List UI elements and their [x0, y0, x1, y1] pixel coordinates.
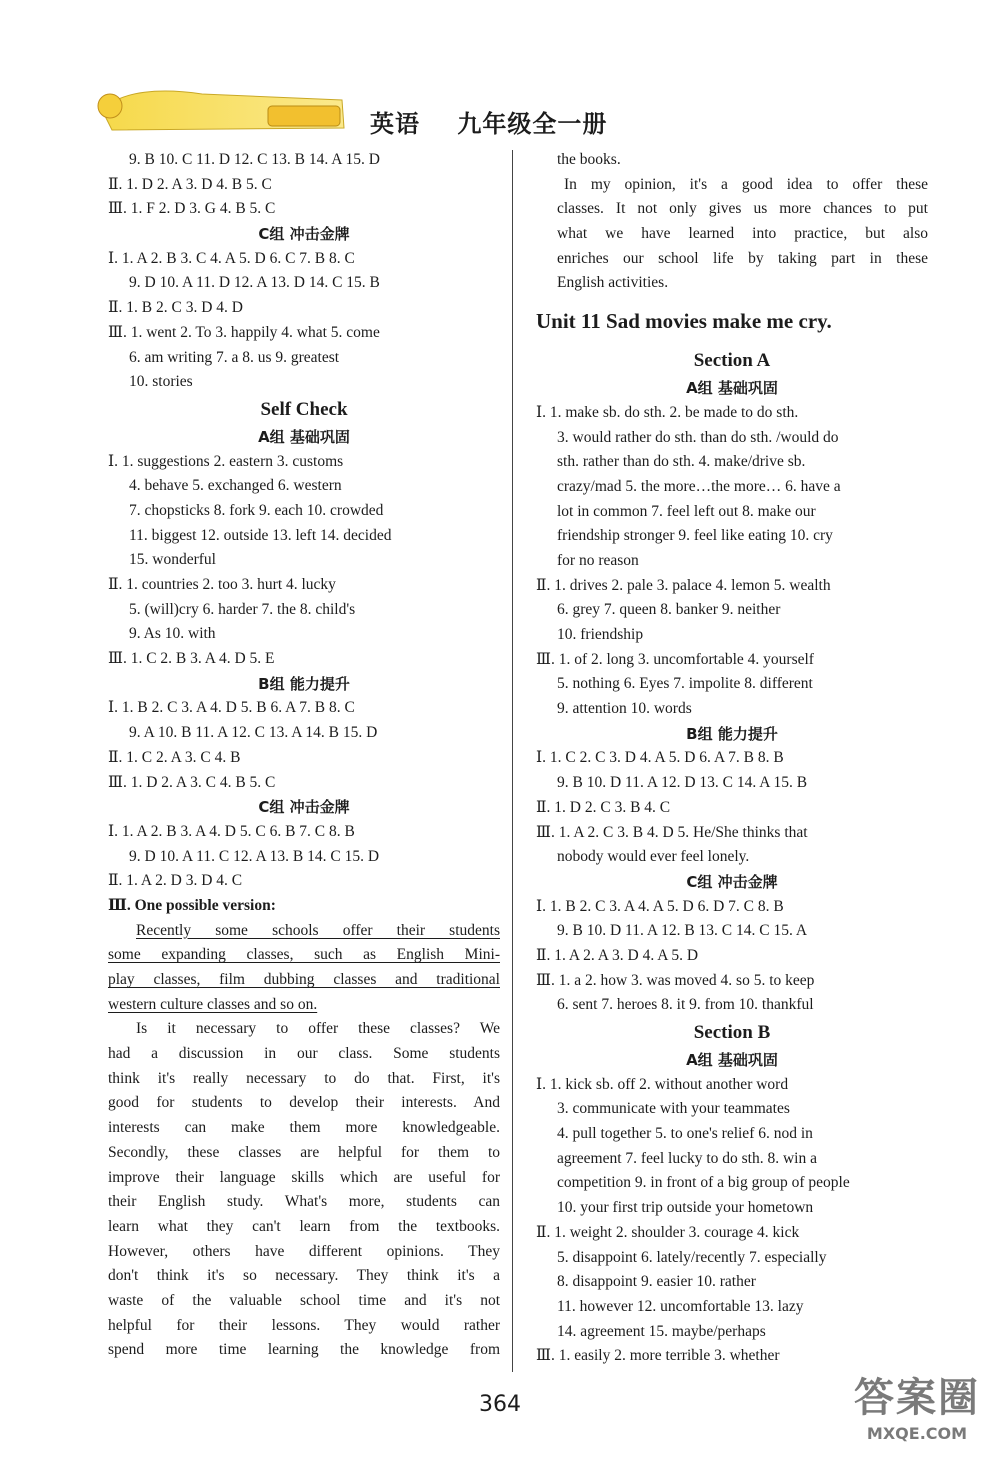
- answer-line: 4. pull together 5. to one's relief 6. nod in: [557, 1125, 813, 1143]
- answer-line: agreement 7. feel lucky to do sth. 8. win a: [557, 1149, 817, 1167]
- essay-line: play classes, film dubbing classes and traditional: [108, 971, 500, 988]
- answer-line: 9. D 10. A 11. D 12. A 13. D 14. C 15. B: [129, 274, 380, 292]
- answer-line: 11. biggest 12. outside 13. left 14. decided: [129, 526, 392, 544]
- answer-line: Ⅱ. 1. countries 2. too 3. hurt 4. lucky: [108, 576, 336, 593]
- answer-line: Ⅲ. 1. F 2. D 3. G 4. B 5. C: [108, 200, 276, 218]
- answer-line: Ⅱ. 1. C 2. A 3. C 4. B: [108, 748, 241, 766]
- answer-line: Ⅰ. 1. A 2. B 3. A 4. D 5. C 6. B 7. C 8. B: [108, 822, 355, 840]
- answer-line: Ⅱ. 1. D 2. A 3. D 4. B 5. C: [108, 175, 272, 193]
- answer-line: the books.: [557, 151, 621, 168]
- essay-line: don't think it's so necessary. They think it's a: [108, 1267, 500, 1285]
- answer-line: friendship stronger 9. feel like eating 10. cry: [557, 527, 833, 545]
- essay-line: had a discussion in our class. Some students: [108, 1045, 500, 1063]
- answer-line: 9. As 10. with: [129, 625, 216, 643]
- essay-line: enriches our school life by taking part in these: [557, 249, 928, 267]
- answer-line: 6. sent 7. heroes 8. it 9. from 10. thankful: [557, 996, 814, 1014]
- answer-line: Ⅲ. 1. easily 2. more terrible 3. whether: [536, 1347, 780, 1365]
- essay-line: Recently some schools offer their students: [136, 921, 500, 939]
- left-column: [108, 148, 500, 1363]
- answer-line: 4. behave 5. exchanged 6. western: [129, 477, 342, 495]
- answer-line: 7. chopsticks 8. fork 9. each 10. crowded: [129, 501, 384, 519]
- column-divider: [512, 150, 513, 1372]
- answer-line: English activities.: [557, 274, 669, 292]
- essay-line: some expanding classes, such as English Mini-: [108, 946, 500, 964]
- essay-line: interests can make them more knowledgeable.: [108, 1119, 500, 1137]
- watermark: [842, 1372, 992, 1458]
- answer-line: 5. (will)cry 6. harder 7. the 8. child's: [129, 600, 356, 618]
- answer-line: lot in common 7. feel left out 8. make our: [557, 502, 816, 520]
- essay-line: learn what they can't learn from the textbooks.: [108, 1217, 500, 1235]
- answer-line: 11. however 12. uncomfortable 13. lazy: [557, 1297, 804, 1315]
- answer-line: 3. communicate with your teammates: [557, 1100, 790, 1118]
- group-heading: A组 基础巩固: [686, 1051, 778, 1069]
- essay-line: helpful for their lessons. They would rather: [108, 1316, 500, 1334]
- section-heading: Section A: [693, 350, 771, 372]
- answer-line: Ⅲ. 1. a 2. how 3. was moved 4. so 5. to keep: [536, 971, 815, 989]
- right-column: [536, 148, 928, 1369]
- answer-line: 10. your first trip outside your hometown: [557, 1199, 814, 1217]
- answer-line: nobody would ever feel lonely.: [557, 848, 750, 866]
- answer-line: 3. would rather do sth. than do sth. /would do: [557, 428, 839, 446]
- essay-line: Is it necessary to offer these classes? We: [136, 1020, 500, 1038]
- essay-line: waste of the valuable school time and it's not: [108, 1291, 500, 1309]
- answer-line: Ⅰ. 1. B 2. C 3. A 4. D 5. B 6. A 7. B 8. C: [108, 699, 355, 717]
- answer-line: Ⅲ. 1. went 2. To 3. happily 4. what 5. come: [108, 323, 380, 341]
- answer-line: 8. disappoint 9. easier 10. rather: [557, 1273, 756, 1291]
- answer-line: Ⅲ. One possible version:: [108, 896, 276, 914]
- answer-line: 9. B 10. D 11. A 12. D 13. C 14. A 15. B: [557, 774, 808, 792]
- answer-line: Ⅱ. 1. weight 2. shoulder 3. courage 4. kick: [536, 1223, 800, 1241]
- answer-line: 10. friendship: [557, 626, 644, 643]
- answer-line: for no reason: [557, 551, 639, 569]
- answer-line: competition 9. in front of a big group of people: [557, 1174, 850, 1192]
- answer-line: Ⅲ. 1. D 2. A 3. C 4. B 5. C: [108, 773, 276, 791]
- logo-banner-icon: [92, 70, 352, 138]
- essay-line: good for students to develop their interests. And: [108, 1094, 500, 1112]
- answer-line: Ⅲ. 1. of 2. long 3. uncomfortable 4. yourself: [536, 650, 814, 668]
- essay-line: classes. It not only gives us more chances to put: [557, 200, 928, 218]
- answer-line: Ⅰ. 1. A 2. B 3. C 4. A 5. D 6. C 7. B 8. C: [108, 249, 355, 267]
- essay-line: Secondly, these classes are helpful for them to: [108, 1143, 500, 1161]
- watermark-text: 答案圈: [854, 1375, 980, 1421]
- answer-line: 6. grey 7. queen 8. banker 9. neither: [557, 601, 781, 619]
- header-title: 英语 九年级全一册: [370, 110, 608, 138]
- answer-line: 9. attention 10. words: [557, 700, 692, 718]
- essay-line: what we have learned into practice, but also: [557, 225, 928, 243]
- group-heading: C组 冲击金牌: [258, 798, 350, 817]
- answer-line: 5. disappoint 6. lately/recently 7. especially: [557, 1248, 827, 1266]
- answer-line: Ⅱ. 1. D 2. C 3. B 4. C: [536, 798, 671, 816]
- essay-line: spend more time learning the knowledge from: [108, 1341, 500, 1359]
- section-heading: Section B: [693, 1022, 771, 1043]
- essay-line: In my opinion, it's a good idea to offer these: [564, 175, 928, 193]
- answer-line: Ⅰ. 1. suggestions 2. eastern 3. customs: [108, 452, 344, 470]
- answer-line: Ⅰ. 1. make sb. do sth. 2. be made to do sth.: [536, 403, 799, 421]
- group-heading: B组 能力提升: [686, 724, 778, 743]
- essay-line: However, others have different opinions. They: [108, 1242, 500, 1260]
- group-heading: A组 基础巩固: [686, 379, 778, 398]
- answer-line: 9. A 10. B 11. A 12. C 13. A 14. B 15. D: [129, 724, 378, 742]
- answer-line: 10. stories: [129, 373, 193, 391]
- answer-line: crazy/mad 5. the more…the more… 6. have a: [557, 477, 841, 495]
- answer-line: 15. wonderful: [129, 551, 216, 569]
- watermark-url: MXQE.COM: [866, 1424, 968, 1443]
- essay-line: their English study. What's more, students can: [108, 1193, 500, 1211]
- essay-line: improve their language skills which are useful for: [108, 1168, 500, 1186]
- answer-line: Ⅰ. 1. kick sb. off 2. without another word: [536, 1075, 789, 1093]
- answer-line: 9. B 10. D 11. A 12. B 13. C 14. C 15. A: [557, 922, 808, 940]
- answer-line: 9. B 10. C 11. D 12. C 13. B 14. A 15. D: [129, 151, 380, 168]
- answer-line: Ⅲ. 1. A 2. C 3. B 4. D 5. He/She thinks that: [536, 823, 808, 841]
- group-heading: C组 冲击金牌: [258, 225, 350, 244]
- answer-line: Ⅰ. 1. C 2. C 3. D 4. A 5. D 6. A 7. B 8. B: [536, 749, 784, 767]
- answer-line: Ⅱ. 1. drives 2. pale 3. palace 4. lemon 5. wealth: [536, 576, 831, 594]
- answer-line: 14. agreement 15. maybe/perhaps: [557, 1322, 766, 1340]
- answer-line: western culture classes and so on.: [108, 995, 318, 1013]
- unit-title: Unit 11 Sad movies make me cry.: [536, 309, 832, 334]
- group-heading: A组 基础巩固: [258, 427, 350, 446]
- answer-line: Ⅱ. 1. A 2. A 3. D 4. A 5. D: [536, 946, 699, 964]
- group-heading: B组 能力提升: [258, 674, 350, 693]
- answer-line: Ⅱ. 1. A 2. D 3. D 4. C: [108, 872, 243, 890]
- answer-line: sth. rather than do sth. 4. make/drive sb.: [557, 453, 806, 471]
- essay-line: think it's really necessary to do that. First, it's: [108, 1069, 500, 1087]
- answer-line: Ⅲ. 1. C 2. B 3. A 4. D 5. E: [108, 650, 275, 668]
- book-logo: [92, 70, 352, 138]
- answer-line: Ⅰ. 1. B 2. C 3. A 4. A 5. D 6. D 7. C 8. B: [536, 897, 784, 915]
- answer-line: 5. nothing 6. Eyes 7. impolite 8. different: [557, 675, 813, 693]
- answer-line: 9. D 10. A 11. C 12. A 13. B 14. C 15. D: [129, 847, 380, 865]
- group-heading: C组 冲击金牌: [686, 872, 778, 891]
- page-number: 364: [479, 1392, 521, 1417]
- answer-line: Ⅱ. 1. B 2. C 3. D 4. D: [108, 299, 243, 317]
- section-heading: Self Check: [260, 398, 348, 420]
- answer-line: 6. am writing 7. a 8. us 9. greatest: [129, 348, 340, 366]
